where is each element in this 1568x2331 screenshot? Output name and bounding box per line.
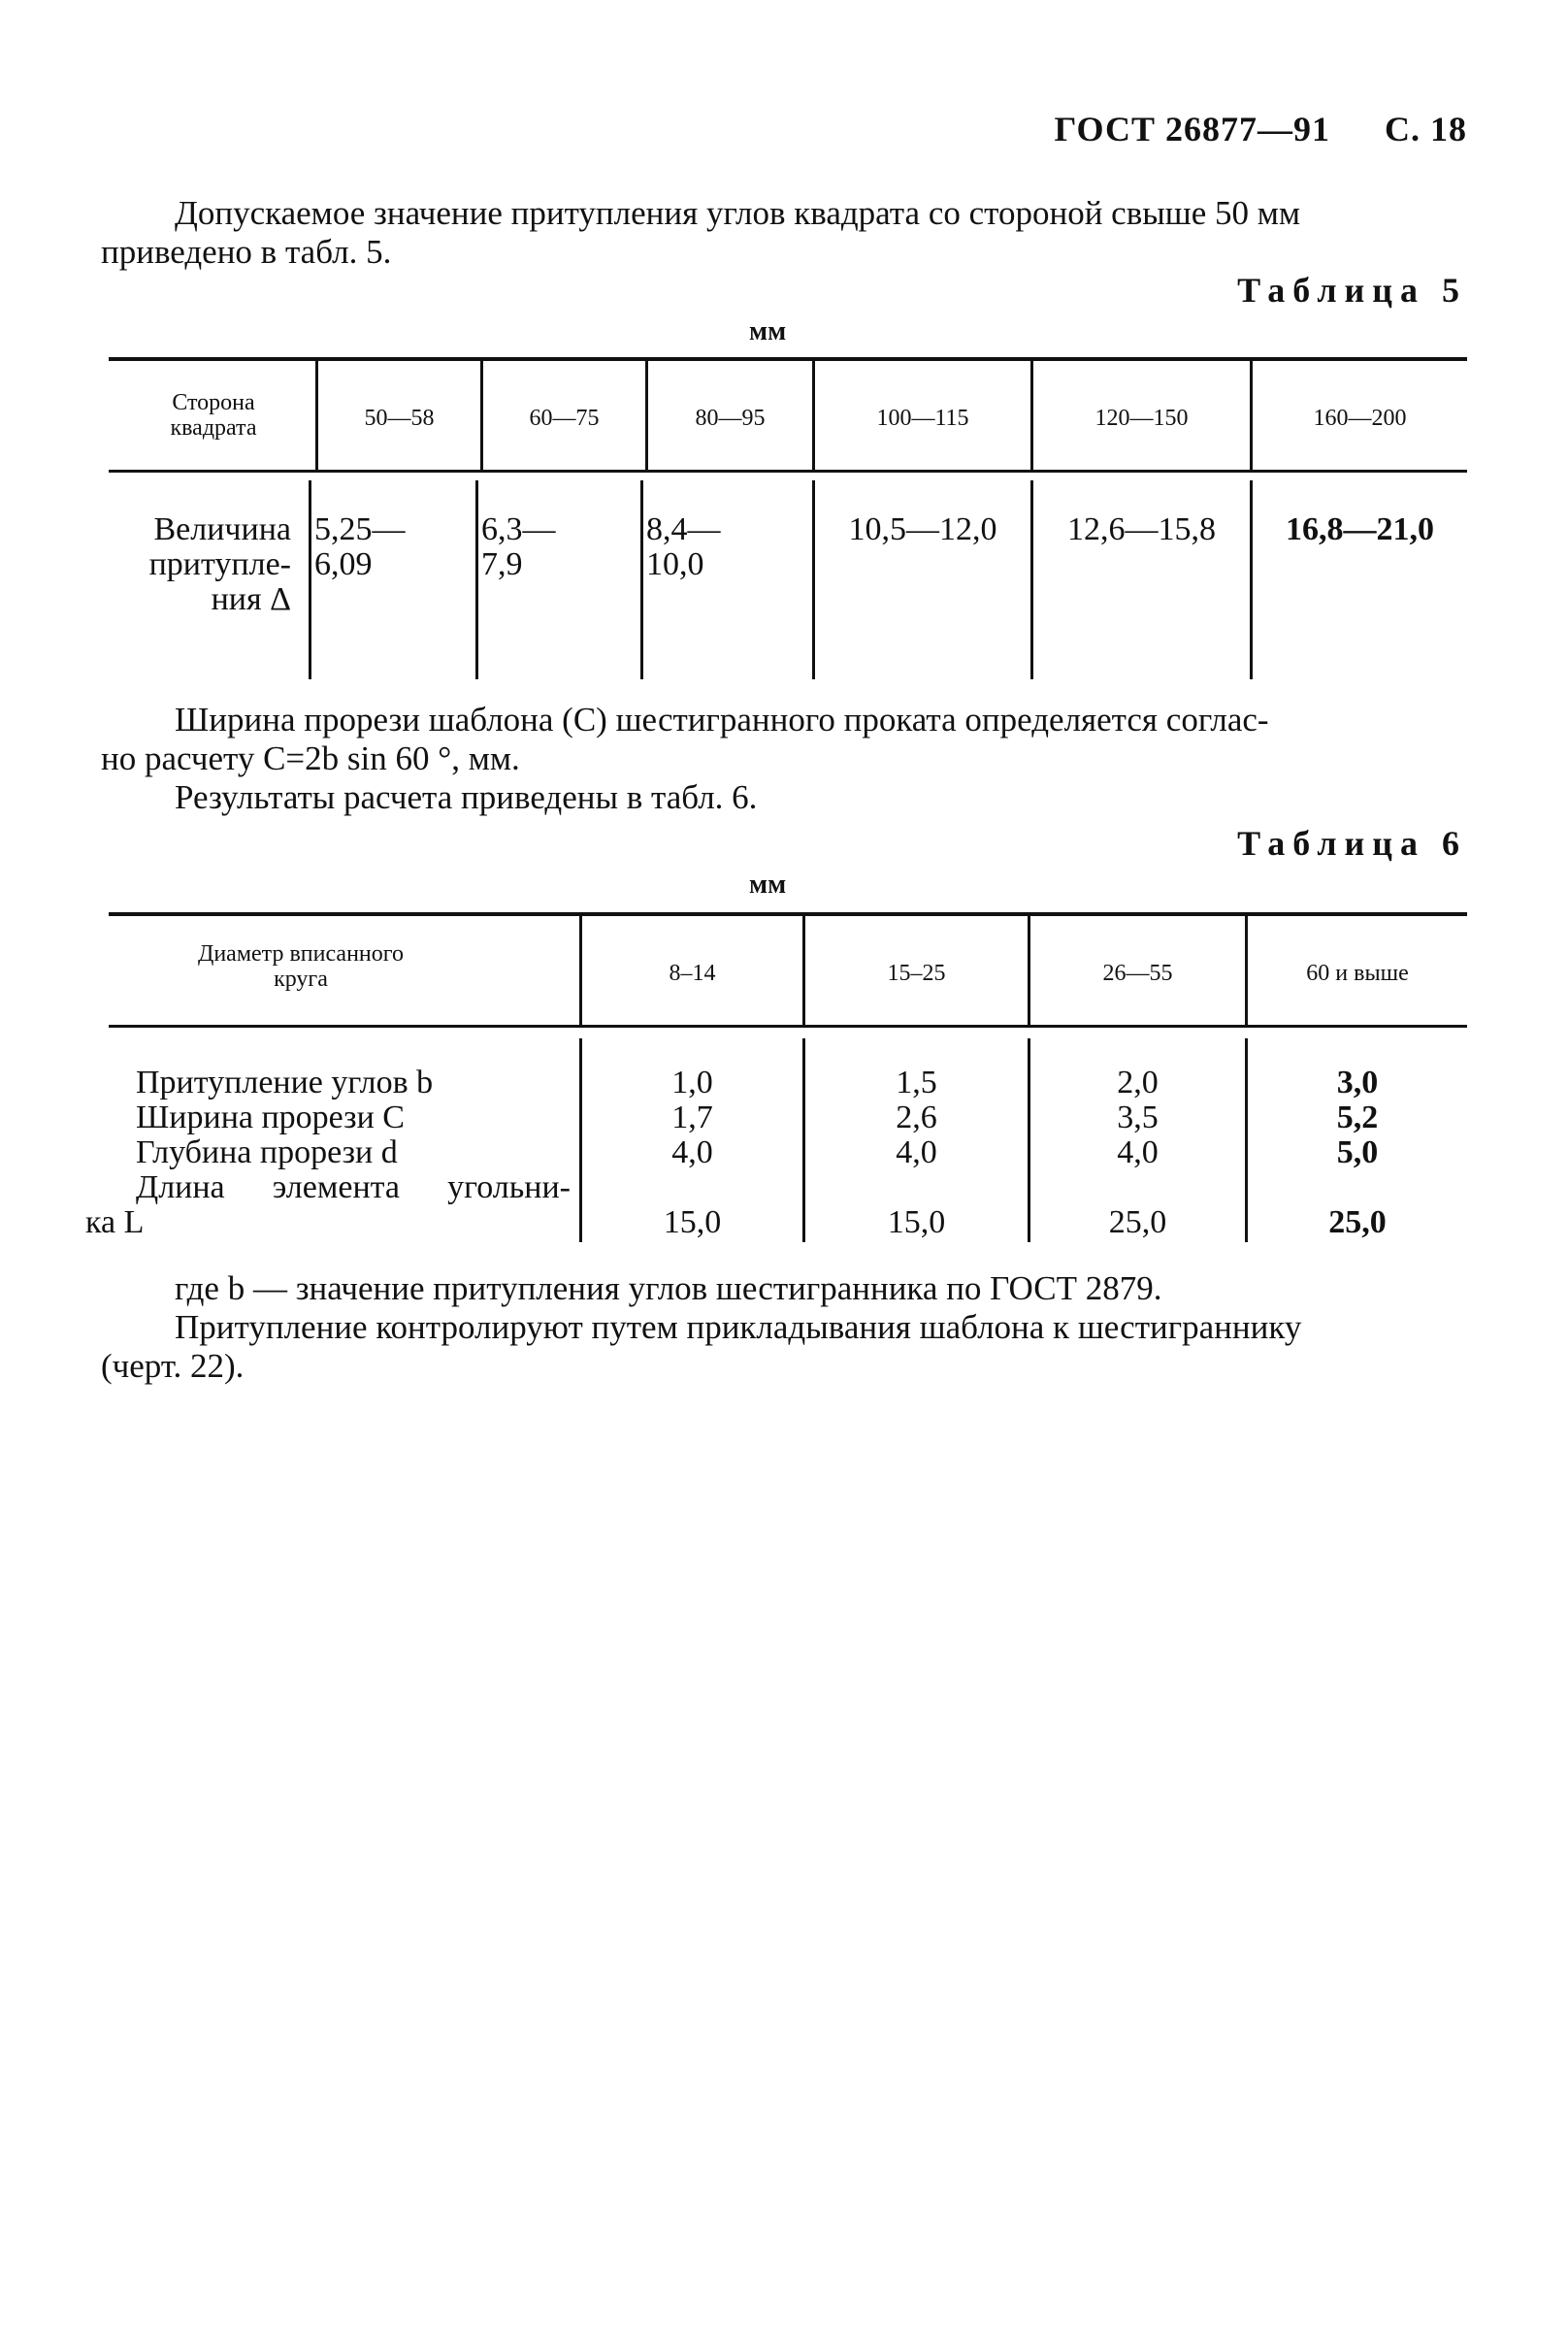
- table5-divider: [475, 480, 478, 679]
- intro-line-1: Допускаемое значение притупления углов квадрата со стороной свыше 50 мм: [175, 194, 1301, 232]
- footer-line-2: Притупление контролируют путем прикладывания шаблона к шестиграннику: [175, 1308, 1302, 1346]
- table5-row-header-line: квадрата: [170, 415, 257, 441]
- table6-value: 5,0: [1336, 1134, 1379, 1170]
- table6-value: 5,2: [1336, 1100, 1379, 1135]
- table5-col-header: 50—58: [364, 406, 435, 431]
- table6-col-header: 60 и выше: [1306, 961, 1409, 986]
- table6-value: 15,0: [887, 1204, 946, 1240]
- table5-caption: Таблица 5: [1237, 271, 1467, 310]
- table6-value: 3,5: [1117, 1100, 1159, 1135]
- table6-row-header-line: Диаметр вписанного: [197, 941, 405, 967]
- table5-col-header: 80—95: [695, 406, 766, 431]
- table6-header-rule: [109, 1025, 1467, 1028]
- table5-row-label-line: притупле-: [148, 546, 291, 582]
- intro-line-2: приведено в табл. 5.: [101, 233, 392, 271]
- table5-value: [481, 512, 637, 582]
- table6-unit: мм: [749, 870, 787, 900]
- table6-value: 2,6: [896, 1100, 937, 1135]
- table5-divider: [1030, 480, 1033, 679]
- middle-line-2: но расчету С=2b sin 60 °, мм.: [101, 739, 520, 777]
- table5-value-line: 10,0: [646, 546, 704, 582]
- table5-divider: [812, 480, 815, 679]
- table6-row-header: [126, 941, 475, 992]
- table5-col-header: 160—200: [1313, 406, 1407, 431]
- table5-divider: [640, 480, 643, 679]
- table6-row-label: Глубина прорези d: [136, 1134, 398, 1170]
- table6-value: 2,0: [1117, 1065, 1159, 1100]
- table5-top-rule: [109, 357, 1467, 361]
- table5-col-header: 60—75: [529, 406, 600, 431]
- table6-value: 4,0: [1117, 1134, 1159, 1170]
- middle-line-3: Результаты расчета приведены в табл. 6.: [175, 778, 758, 816]
- intro-paragraph: [101, 194, 1467, 272]
- table5-value: [314, 512, 470, 582]
- table6-col-values: [1248, 1066, 1467, 1240]
- table5-divider: [309, 480, 311, 679]
- table5-row-header-line: Сторона: [172, 390, 255, 415]
- table6-row-label: Притупление углов b: [136, 1065, 434, 1100]
- table5-row-label: [126, 512, 291, 617]
- middle-paragraph: [101, 701, 1467, 817]
- table5-value-line: 7,9: [481, 546, 523, 582]
- footer-line-1: где b — значение притупления углов шестигранника по ГОСТ 2879.: [175, 1269, 1162, 1307]
- table6-row-label: Длина элемента угольни-: [136, 1169, 571, 1205]
- footer-paragraph: [101, 1269, 1467, 1386]
- table6-col-values: [805, 1066, 1028, 1240]
- table6-col-header: 8–14: [669, 961, 716, 986]
- table6-value: 3,0: [1336, 1065, 1379, 1100]
- table6-value: 4,0: [896, 1134, 937, 1170]
- table5-value-line: 8,4—: [646, 511, 721, 547]
- table6-col-values: [1030, 1066, 1245, 1240]
- table5-col-header: 100—115: [876, 406, 969, 431]
- table6-row-label-cont: ка L: [85, 1204, 145, 1240]
- table5-col-header: 120—150: [1094, 406, 1189, 431]
- table6-value: 25,0: [1328, 1204, 1387, 1240]
- table6-value: 25,0: [1108, 1204, 1167, 1240]
- table5-row-header: [126, 390, 301, 441]
- table5-value: 16,8—21,0: [1286, 511, 1434, 547]
- page-number: С. 18: [1385, 110, 1467, 148]
- table5-divider: [1250, 480, 1253, 679]
- page-header: [1055, 109, 1467, 149]
- table6-value: 1,0: [671, 1065, 713, 1100]
- table5-value-line: 6,3—: [481, 511, 556, 547]
- table5-value-line: 5,25—: [314, 511, 406, 547]
- table6-value: 4,0: [671, 1134, 713, 1170]
- table6-col-header: 15–25: [887, 961, 946, 986]
- table6-col-header: 26—55: [1102, 961, 1173, 986]
- table5-value: 10,5—12,0: [848, 511, 997, 547]
- table6-col-values: [582, 1066, 802, 1240]
- table6-top-rule: [109, 912, 1467, 916]
- table6-value: 1,7: [671, 1100, 713, 1135]
- table6-row-labels: [85, 1066, 571, 1240]
- table6-row-label: Ширина прорези С: [136, 1100, 405, 1135]
- table6-row-header-line: круга: [274, 967, 328, 992]
- footer-line-3: (черт. 22).: [101, 1347, 245, 1385]
- table5-value: [646, 512, 806, 582]
- table5-row-label-line: ния Δ: [211, 581, 291, 617]
- table6-value: 15,0: [663, 1204, 722, 1240]
- middle-line-1: Ширина прорези шаблона (С) шестигранного проката определяется соглас-: [175, 701, 1269, 739]
- table6-value: 1,5: [896, 1065, 937, 1100]
- table5-value-line: 6,09: [314, 546, 373, 582]
- table5-unit: мм: [749, 316, 787, 346]
- table6-caption: Таблица 6: [1237, 824, 1467, 863]
- table5-row-label-line: Величина: [153, 511, 291, 547]
- table5-header-rule: [109, 470, 1467, 473]
- doc-id: ГОСТ 26877—91: [1054, 110, 1330, 148]
- table5-value: 12,6—15,8: [1067, 511, 1216, 547]
